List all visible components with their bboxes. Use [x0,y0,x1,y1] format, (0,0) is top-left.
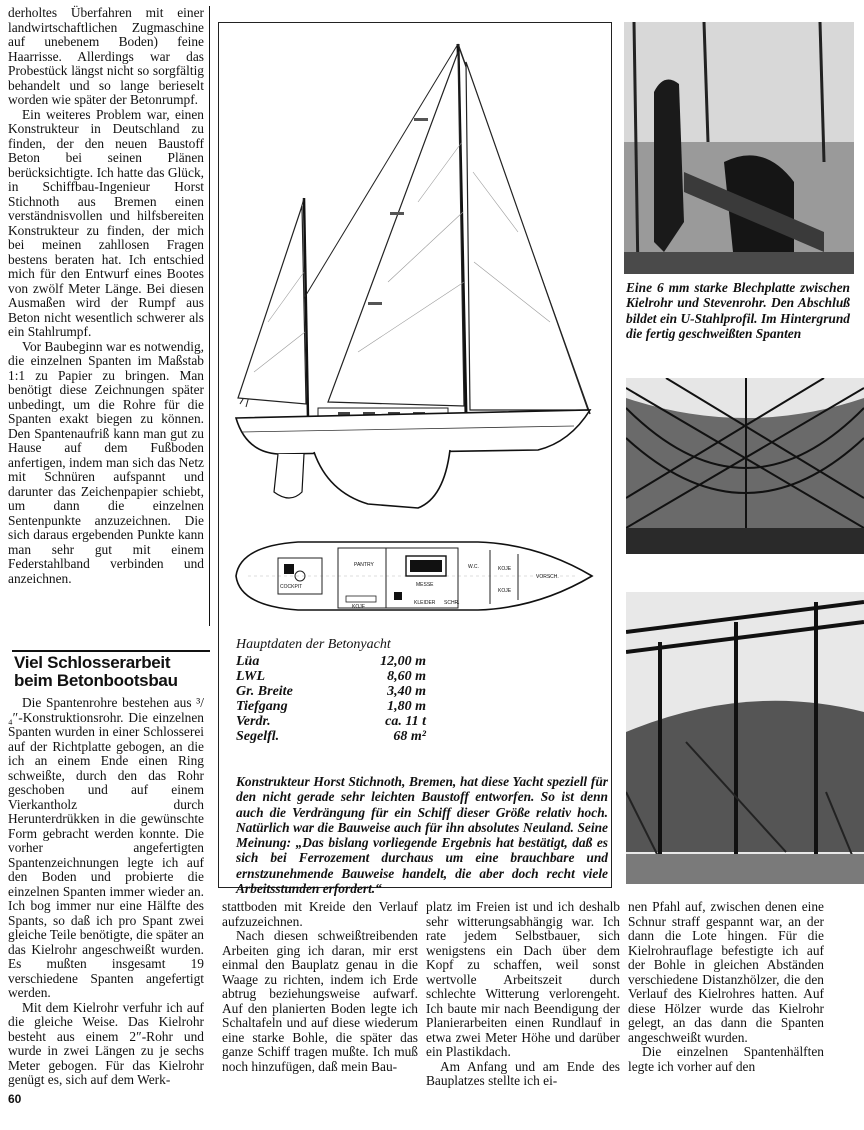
spec-row [236,730,426,745]
spec-row [236,655,426,670]
paragraph: Am Anfang und am Ende des Bauplatzes stellte ich ei- [426,1058,620,1088]
drawing-label-messe: MESSE [416,582,434,588]
specs-title: Hauptdaten der Betonyacht [236,637,391,652]
drawing-label-koje-bottom: KOJE [498,588,512,594]
workers-welding-photo [624,22,854,274]
heading-rule [12,650,210,652]
paragraph: Mit dem Kielrohr verfuhr ich auf die gleiche Weise. Das Kielrohr besteht aus einem 2″-Rohr und wurde in zwei Längen zu je sechs Meter gebogen. Für das Kielrohr genügt es, sich auf dem Werk- [8,999,204,1087]
deck-plan-drawing [218,530,612,630]
spec-value: 12,00 m [380,654,426,669]
drawing-label-wc: W.C. [468,564,479,570]
spec-row [236,685,426,700]
paragraph: Vor Baubeginn war es notwendig, die einzelnen Spanten im Maßstab 1:1 zu Papier zu bringen. Man benötigt diese Zeichnungen später unbedingt, um die Rohre für die Spanten exakt biegen zu können. Den Spantenaufriß kann man gut zu Hause auf dem Fußboden anfertigen, indem man sich das Netz mit Schnüren aufspannt und darunter das Zeichenpapier schiebt, um dann die einzelnen Sentenpunkte anzuzeichnen. Die sich daraus ergebenden Punkte kann man sehr gut mit einem Federstahlband verbinden und anzeichnen. [8,338,204,586]
section-heading: Viel Schlosserarbeit beim Betonbootsbau [14,653,178,690]
column-1-bottom-text [8,696,204,1088]
drawing-label-vorschiff: VORSCH. [536,574,559,580]
spec-label: LWL [236,669,266,684]
spec-label: Lüa [236,654,260,669]
paragraph: Die einzelnen Spantenhälften legte ich vorher auf den [628,1044,824,1074]
spec-label: Tiefgang [236,699,288,714]
spec-value: ca. 11 t [385,714,426,729]
drawing-label-kojen: KOJE [352,604,366,610]
spec-value: 68 m² [393,729,426,744]
drawing-label-kleider: KLEIDER [414,600,436,606]
scaffolding-photo [626,592,864,884]
spec-value: 1,80 m [387,699,426,714]
spec-row [236,715,426,730]
page-number: 60 [8,1092,22,1106]
spec-row [236,700,426,715]
spec-label: Gr. Breite [236,684,293,699]
photo-caption: Eine 6 mm starke Blechplatte zwischen Kielrohr und Stevenrohr. Den Abschluß bildet ein U-Stahlprofil. Im Hintergrund die fertig geschweißten Spanten [626,280,850,341]
drawing-label-pantry: PANTRY [354,562,374,568]
spec-value: 8,60 m [387,669,426,684]
column-3-bottom-text [426,900,620,1089]
paragraph: derholtes Überfahren mit einer landwirtschaftlichen Zugmaschine auf unebenem Boden) feine Haarrisse. Allerdings war das Probestück längst nicht so sorgfältig behandelt und so lange berieselt worden wie später der Betonrumpf. [8,5,204,107]
spec-label: Segelfl. [236,729,280,744]
drawing-label-cockpit: COCKPIT [280,584,303,590]
drawing-label-koje-top: KOJE [498,566,512,572]
paragraph: Ein weiteres Problem war, einen Konstrukteur in Deutschland zu finden, der den neuen Baustoff Beton bei seinen Plänen berücksichtigte. Ich hatte das Glück, in Schiffbau-Ingenieur Horst Stichnoth aus Bremen einen verständnisvollen und hilfsbereiten Konstrukteur zu finden, der mich bei meinen zahllosen Fragen bestens beraten hat. Ich entschied mich für den Entwurf eines Bootes von zwölf Meter Länge. Bei diesen Ausmaßen wird der Rumpf aus Beton nicht wesentlich schwerer als ein Stahlrumpf. [8,106,204,339]
drawing-label-schr: SCHR. [444,600,460,606]
paragraph: platz im Freien ist und ich deshalb sehr witterungsabhängig war. Ich rate jedem Selbstbauer, sich wenigstens ein Dach über dem Kopf zu schaffen, weil sonst wertvolle Arbeitszeit durch schlechte Witterung verlorengeht. Ich baute mir nach Beendigung der Planierarbeiten einen Rundlauf in etwa zwei Meter Höhe und darüber ein Plastikdach. [426,899,620,1059]
spec-label: Verdr. [236,714,271,729]
paragraph: stattboden mit Kreide den Verlauf aufzuzeichnen. [222,899,418,929]
column-4-bottom-text [628,900,824,1074]
column-1-top-text [8,6,204,586]
paragraph: nen Pfahl auf, zwischen denen eine Schnur straff gespannt war, an der dann die Lote hingen. Für die Kielrohrauflage befestigte ich auf der Bohle in gleichen Abständen verschiedene Distanzhölzer, die den Verlauf des Kielrohres hatten. Auf diese Hölzer wurde das Kielrohr gelegt, an das dann die Spanten angeschweißt wurden. [628,899,824,1045]
paragraph: Die Spantenrohre bestehen aus ³/₄″-Konstruktionsrohr. Die einzelnen Spanten wurden in einer Schlosserei auf der Richtplatte gebogen, an die ich an einem Ende einen Ring schweißte, durch den das Rohr geschoben und auf einem Vierkantholz durch Herunterdrükken in die gewünschte Form gebracht werden konnte. Die vorher angefertigten Spantenzeichnungen legte ich auf den Boden und probierte die einzelnen Spanten immer wieder an. Ich bog immer nur eine Hälfte des Spants, so daß ich pro Spant zwei gleiche Teile benötigte, die später an das Kielrohr angeschweißt wurden. Es mußten insgesamt 19 verschiedene Spanten angefertigt werden. [8,695,204,1000]
frame-grid-photo [626,378,864,554]
column-divider [209,6,210,626]
drawing-caption: Konstrukteur Horst Stichnoth, Bremen, hat diese Yacht speziell für den nicht gerade sehr leichten Baustoff entworfen. So ist denn auch die Verdrängung für ein Schiff dieser Größe relativ hoch. Natürlich war die Bauweise auch für ihn absolutes Neuland. Seine Meinung: „Das bislang vorliegende Ergebnis hat bestätigt, daß es sich bei Ferrozement durchaus um eine brauchbare und ernstzunehmende Bauweise handelt, die aber doch recht viele Arbeitsstunden erfordert.“ [236,774,608,897]
spec-row [236,670,426,685]
column-2-bottom-text [222,900,418,1074]
spec-value: 3,40 m [387,684,426,699]
paragraph: Nach diesen schweißtreibenden Arbeiten ging ich daran, mir erst einmal den Bauplatz genau in die Waage zu richten, indem ich Erde abtrug beziehungsweise aufwarf. Auf den planierten Boden legte ich Schaltafeln und auf diese wiederum eine starke Bohle, die später das ganze Schiff tragen mußte. Ich muß noch hinzufügen, daß mein Bau- [222,928,418,1074]
